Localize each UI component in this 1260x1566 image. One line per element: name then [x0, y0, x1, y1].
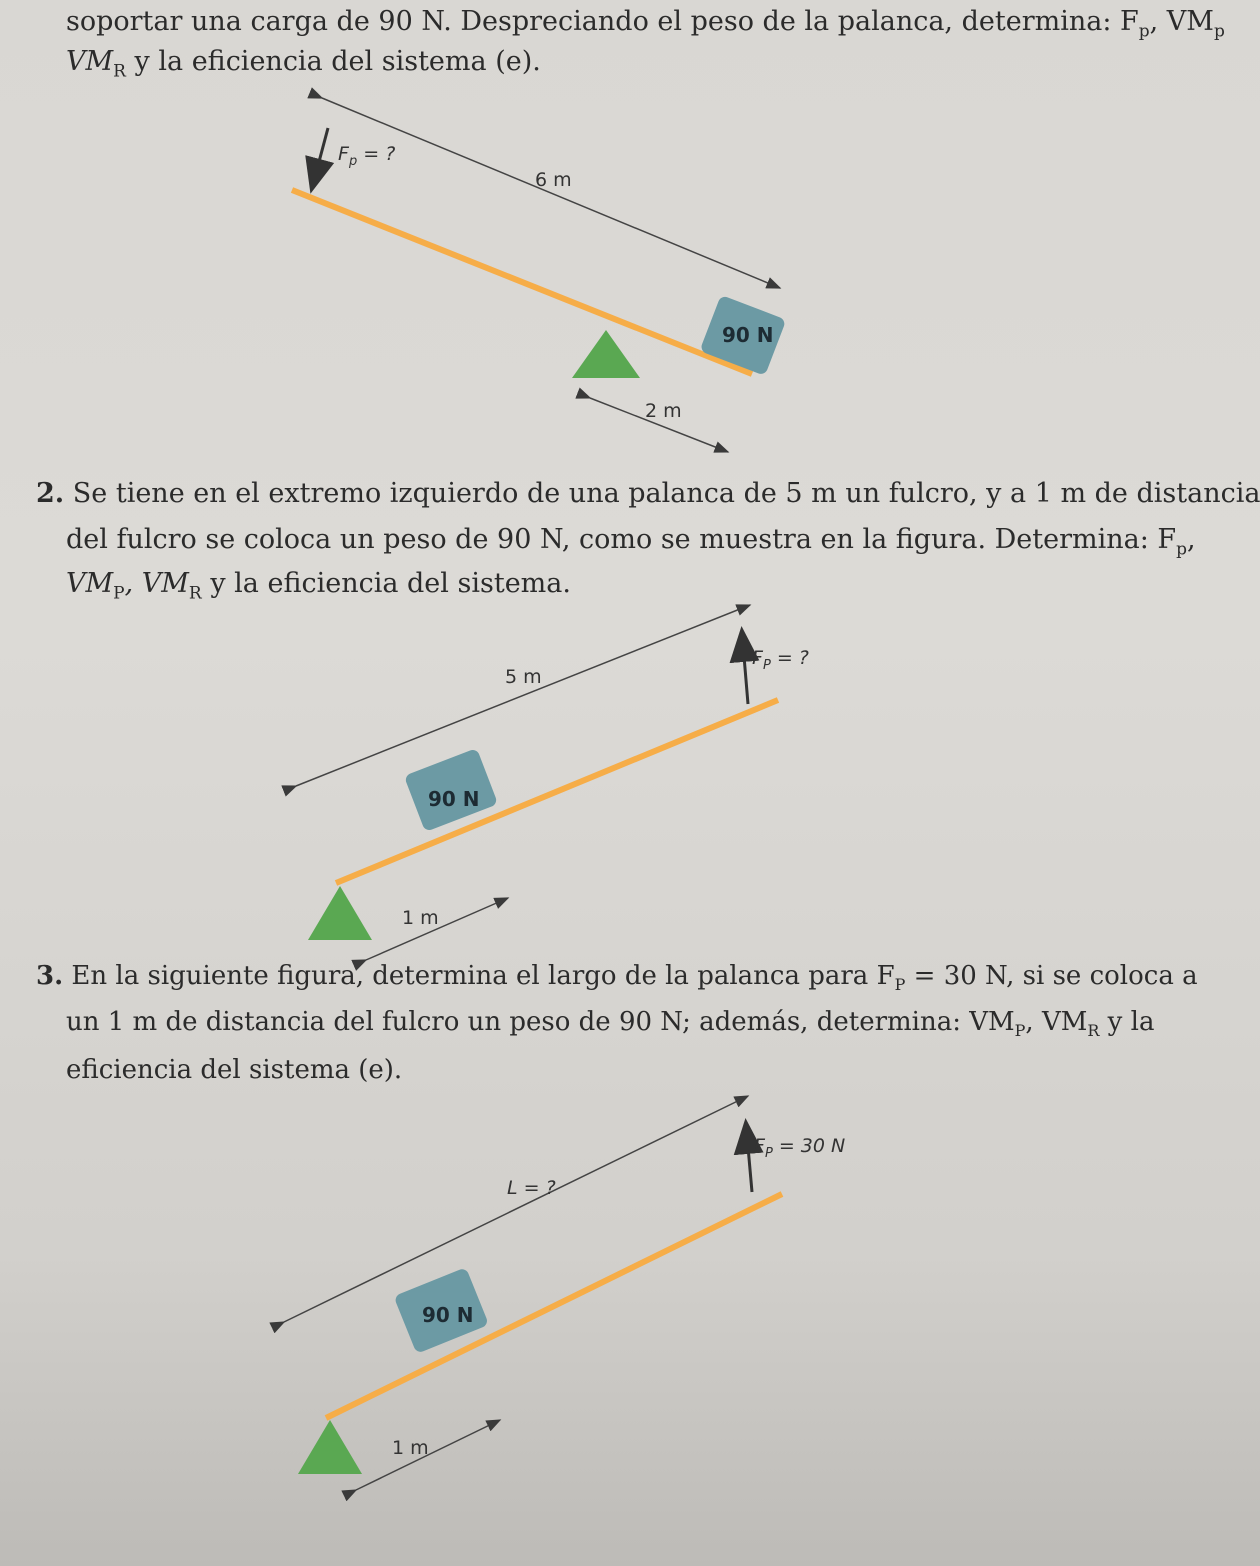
problem3-text-line3: eficiencia del sistema (e). — [66, 1055, 403, 1085]
weight-label: 90 N — [722, 323, 774, 347]
problem3-text-line1: 3. En la siguiente figura, determina el largo de la palanca para $F_P = 30$ N, si se coloca a — [36, 961, 1198, 995]
weight-label: 90 N — [428, 787, 480, 811]
figure-2 — [296, 605, 809, 960]
lever-bar — [326, 1194, 782, 1418]
force-arrow — [746, 1124, 752, 1192]
length-label: 6 m — [535, 169, 572, 191]
force-label: $F_P$ = ? — [752, 647, 809, 673]
problem1-text-line2: $VM_R$ y la eficiencia del sistema (e). — [66, 46, 541, 82]
force-arrow — [312, 128, 328, 188]
lever-bar — [292, 190, 752, 374]
length-dimension-line — [296, 605, 750, 786]
problem2-text-line2: del fulcro se coloca un peso de 90 N, como se muestra en la figura. Determina: $F_p$, — [66, 524, 1196, 560]
distance-label: 1 m — [402, 907, 439, 929]
force-arrow — [742, 632, 748, 704]
problem1-text-line1: soportar una carga de 90 N. Despreciando el peso de la palanca, determina: $F_p$, $VM_p$ — [66, 6, 1225, 42]
length-label: L = ? — [507, 1177, 556, 1199]
length-dimension-line — [284, 1096, 748, 1322]
figure-3 — [284, 1096, 845, 1490]
distance-label: 1 m — [392, 1437, 429, 1459]
problem3-text-line2: un 1 m de distancia del fulcro un peso de 90 N; además, determina: $VM_P$, $VM_R$ y la — [66, 1007, 1155, 1041]
fulcrum-triangle — [308, 886, 372, 940]
fulcrum-triangle — [298, 1420, 362, 1474]
lever-bar — [336, 700, 778, 883]
fulcrum-triangle — [572, 330, 640, 378]
problem2-text-line1: 2. Se tiene en el extremo izquierdo de una palanca de 5 m un fulcro, y a 1 m de distancia — [36, 478, 1260, 509]
weight-label: 90 N — [422, 1303, 474, 1327]
distance-label: 2 m — [645, 400, 682, 422]
figure-1 — [292, 98, 786, 452]
problem2-text-line3: $VM_P$, $VM_R$ y la eficiencia del sistema. — [66, 568, 571, 604]
length-label: 5 m — [505, 666, 542, 688]
force-label: $F_P = 30$ N — [754, 1135, 846, 1161]
length-dimension-line — [322, 98, 780, 288]
force-label: $F_p$ = ? — [338, 143, 396, 169]
